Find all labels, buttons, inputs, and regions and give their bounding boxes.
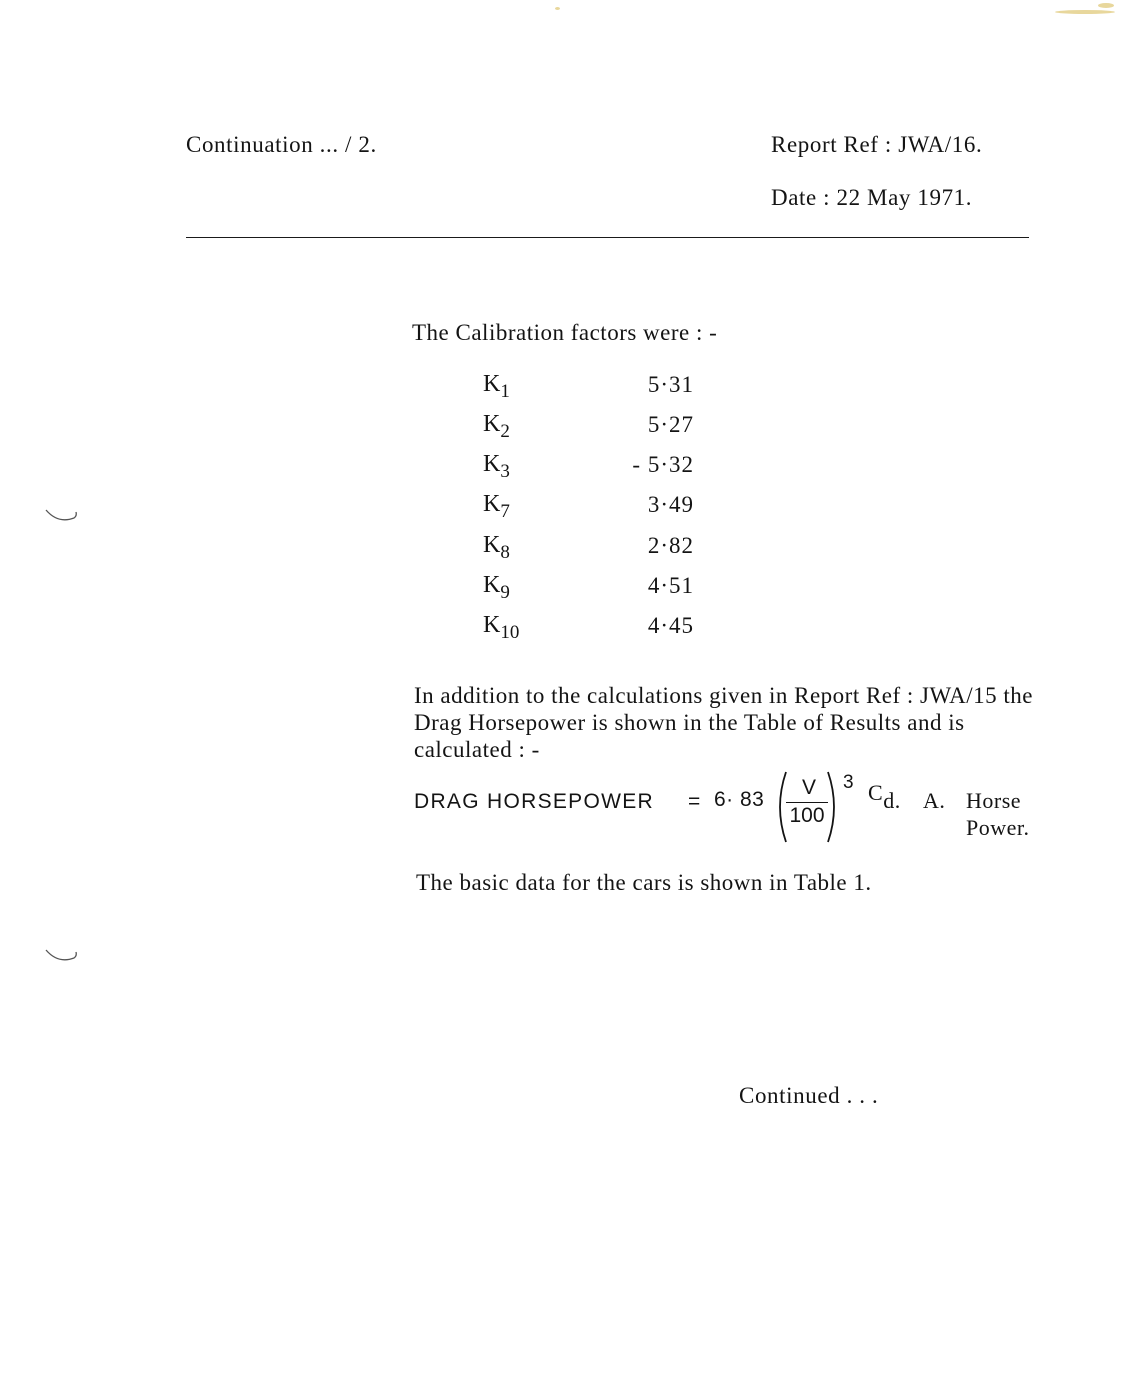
drag-coefficient	[868, 780, 901, 813]
factor-label-k3	[483, 451, 510, 483]
factor-letter: K	[483, 532, 501, 558]
factor-letter: K	[483, 612, 501, 638]
formula-unit-line2: Power.	[966, 815, 1030, 840]
basic-data-note: The basic data for the cars is shown in Table 1.	[416, 870, 872, 895]
report-reference: Report Ref : JWA/16.	[771, 132, 983, 157]
factor-label-k8	[483, 532, 510, 564]
punch-hole-mark	[44, 948, 78, 964]
factor-subscript: 1	[500, 381, 510, 402]
factor-value-k8: 2·82	[647, 533, 694, 558]
factor-label-k10	[483, 612, 519, 644]
factor-letter: K	[483, 411, 501, 437]
continuation-label: Continuation ... / 2.	[186, 132, 377, 157]
formula-exponent: 3	[843, 772, 854, 793]
scan-speck	[1055, 10, 1115, 14]
formula-equals: =	[688, 790, 701, 813]
fraction-bar	[786, 802, 828, 803]
scan-speck	[555, 7, 560, 10]
report-date: Date : 22 May 1971.	[771, 185, 973, 210]
header-divider	[186, 237, 1029, 238]
drag-coefficient-symbol: C	[868, 780, 884, 805]
factor-label-k1	[483, 371, 510, 403]
drag-coefficient-subscript: d.	[883, 788, 901, 813]
punch-hole-mark	[44, 508, 78, 524]
factor-value-k7: 3·49	[647, 492, 694, 517]
factor-subscript: 9	[500, 582, 510, 603]
factor-letter: K	[483, 451, 501, 477]
factor-letter: K	[483, 491, 501, 517]
calculation-paragraph: In addition to the calculations given in Report Ref : JWA/15 the Drag Horsepower is shown in the Table of Results and is calculated : -	[414, 683, 1034, 762]
factor-label-k9	[483, 572, 510, 604]
factor-subscript: 7	[500, 501, 510, 522]
factor-subscript: 8	[500, 542, 510, 563]
calibration-intro: The Calibration factors were : -	[412, 320, 718, 345]
factor-subscript: 3	[500, 461, 510, 482]
formula-area: A.	[923, 788, 946, 813]
factor-label-k2	[483, 411, 510, 443]
factor-letter: K	[483, 371, 501, 397]
factor-value-k9: 4·51	[647, 573, 694, 598]
fraction-denominator: 100	[789, 804, 825, 827]
scan-speck	[1098, 3, 1114, 8]
formula-label: DRAG HORSEPOWER	[414, 790, 655, 813]
formula-coefficient: 6· 83	[714, 788, 765, 811]
factor-subscript: 10	[500, 622, 520, 643]
factor-value-k1: 5·31	[647, 372, 694, 397]
factor-value-k2: 5·27	[647, 412, 694, 437]
continued-label: Continued . . .	[739, 1083, 879, 1108]
factor-letter: K	[483, 572, 501, 598]
formula-unit-line1: Horse	[966, 788, 1022, 813]
factor-value-k3: - 5·32	[632, 452, 694, 477]
factor-label-k7	[483, 491, 510, 523]
factor-value-k10: 4·45	[647, 613, 694, 638]
factor-subscript: 2	[500, 421, 510, 442]
fraction-numerator: V	[801, 776, 816, 799]
